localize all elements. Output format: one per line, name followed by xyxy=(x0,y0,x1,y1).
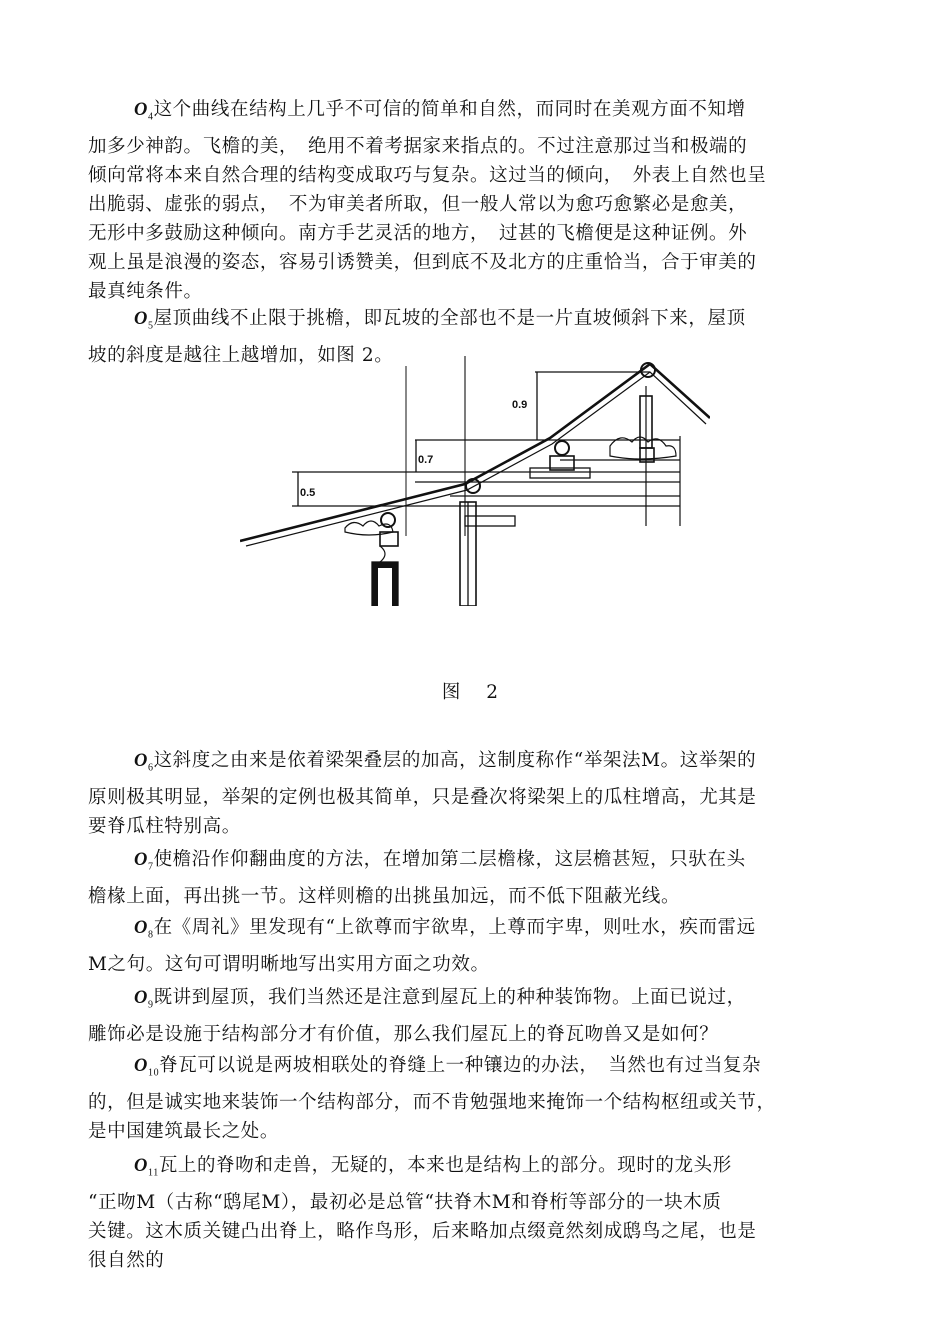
paragraph-line: $O_{11}$瓦上的脊吻和走兽，无疑的，本来也是结构上的部分。现时的龙头形 xyxy=(134,1155,732,1179)
paragraph-line: “正吻M（古称“鸱尾M），最初必是总管“扶脊木M和脊桁等部分的一块木质 xyxy=(88,1191,722,1213)
paragraph-marker: $O_9$ xyxy=(134,988,154,1011)
paragraph-4 xyxy=(88,95,874,306)
paragraph-6 xyxy=(88,746,874,841)
height-label-0.9: 0.9 xyxy=(512,399,528,411)
paragraph-line: 坡的斜度是越往上越增加，如图 2。 xyxy=(88,344,394,366)
paragraph-marker: $O_{10}$ xyxy=(134,1056,160,1079)
paragraph-line: 无形中多鼓励这种倾向。南方手艺灵活的地方， 过甚的飞檐便是这种证例。外 xyxy=(88,222,748,244)
figure-caption: 图 2 xyxy=(441,682,509,703)
paragraph-line: 雕饰必是设施于结构部分才有价值，那么我们屋瓦上的脊瓦吻兽又是如何？ xyxy=(88,1023,719,1045)
paragraph-line: 要脊瓜柱特别高。 xyxy=(88,815,241,837)
paragraph-11 xyxy=(88,1151,874,1275)
paragraph-marker: $O_5$ xyxy=(134,309,154,332)
paragraph-marker: $O_4$ xyxy=(134,100,154,123)
paragraph-line: 最真纯条件。 xyxy=(88,280,203,302)
paragraph-line: $O_5$屋顶曲线不止限于挑檐，即瓦坡的全部也不是一片直坡倾斜下来，屋顶 xyxy=(134,308,746,332)
paragraph-7 xyxy=(88,845,874,911)
paragraph-line: 出脆弱、虚张的弱点， 不为审美者所取，但一般人常以为愈巧愈繁必是愈美， xyxy=(88,193,748,215)
paragraph-line: 是中国建筑最长之处。 xyxy=(88,1120,280,1142)
paragraph-line: M之句。这句可谓明晰地写出实用方面之功效。 xyxy=(88,953,490,975)
paragraph-marker: $O_7$ xyxy=(134,850,154,873)
paragraph-9 xyxy=(88,983,874,1049)
paragraph-10 xyxy=(88,1051,874,1146)
paragraph-line: 檐椽上面，再出挑一节。这样则檐的出挑虽加远，而不低下阻蔽光线。 xyxy=(88,885,681,907)
paragraph-line: 观上虽是浪漫的姿态，容易引诱赞美，但到底不及北方的庄重恰当，合于审美的 xyxy=(88,251,757,273)
height-label-0.7: 0.7 xyxy=(418,454,434,466)
paragraph-marker: $O_{11}$ xyxy=(134,1156,159,1179)
paragraph-line: $O_6$这斜度之由来是依着梁架叠层的加高，这制度称作“举架法M。这举架的 xyxy=(134,750,757,774)
paragraph-line: $O_8$在《周礼》里发现有“上欲尊而宇欲卑，上尊而宇卑，则吐水，疾而雷远 xyxy=(134,917,756,941)
paragraph-line: 的，但是诚实地来装饰一个结构部分，而不肯勉强地来掩饰一个结构枢纽或关节， xyxy=(88,1091,776,1113)
paragraph-line: 原则极其明显，举架的定例也极其简单，只是叠次将梁架上的瓜柱增高，尤其是 xyxy=(88,786,757,808)
paragraph-marker: $O_8$ xyxy=(134,918,154,941)
paragraph-line: $O_{10}$脊瓦可以说是两坡相联处的脊缝上一种镶边的办法， 当然也有过当复杂 xyxy=(134,1055,762,1079)
paragraph-8 xyxy=(88,913,874,979)
paragraph-line: 关键。这木质关键凸出脊上，略作鸟形，后来略加点缀竟然刻成鸱鸟之尾，也是 xyxy=(88,1220,757,1242)
paragraph-line: 很自然的 xyxy=(88,1249,165,1271)
paragraph-line: $O_9$既讲到屋顶，我们当然还是注意到屋瓦上的种种装饰物。上面已说过， xyxy=(134,987,746,1011)
paragraph-line: $O_7$使檐沿作仰翻曲度的方法，在增加第二层檐椽，这层檐甚短，只驮在头 xyxy=(134,849,746,873)
paragraph-line: 倾向常将本来自然合理的结构变成取巧与复杂。这过当的倾向， 外表上自然也呈 xyxy=(88,164,767,186)
paragraph-line: $O_4$这个曲线在结构上几乎不可信的简单和自然，而同时在美观方面不知增 xyxy=(134,99,746,123)
paragraph-marker: $O_6$ xyxy=(134,751,154,774)
roof-slope-diagram xyxy=(240,356,710,606)
height-label-0.5: 0.5 xyxy=(300,487,316,499)
paragraph-line: 加多少神韵。飞檐的美， 绝用不着考据家来指点的。不过注意那过当和极端的 xyxy=(88,135,748,157)
